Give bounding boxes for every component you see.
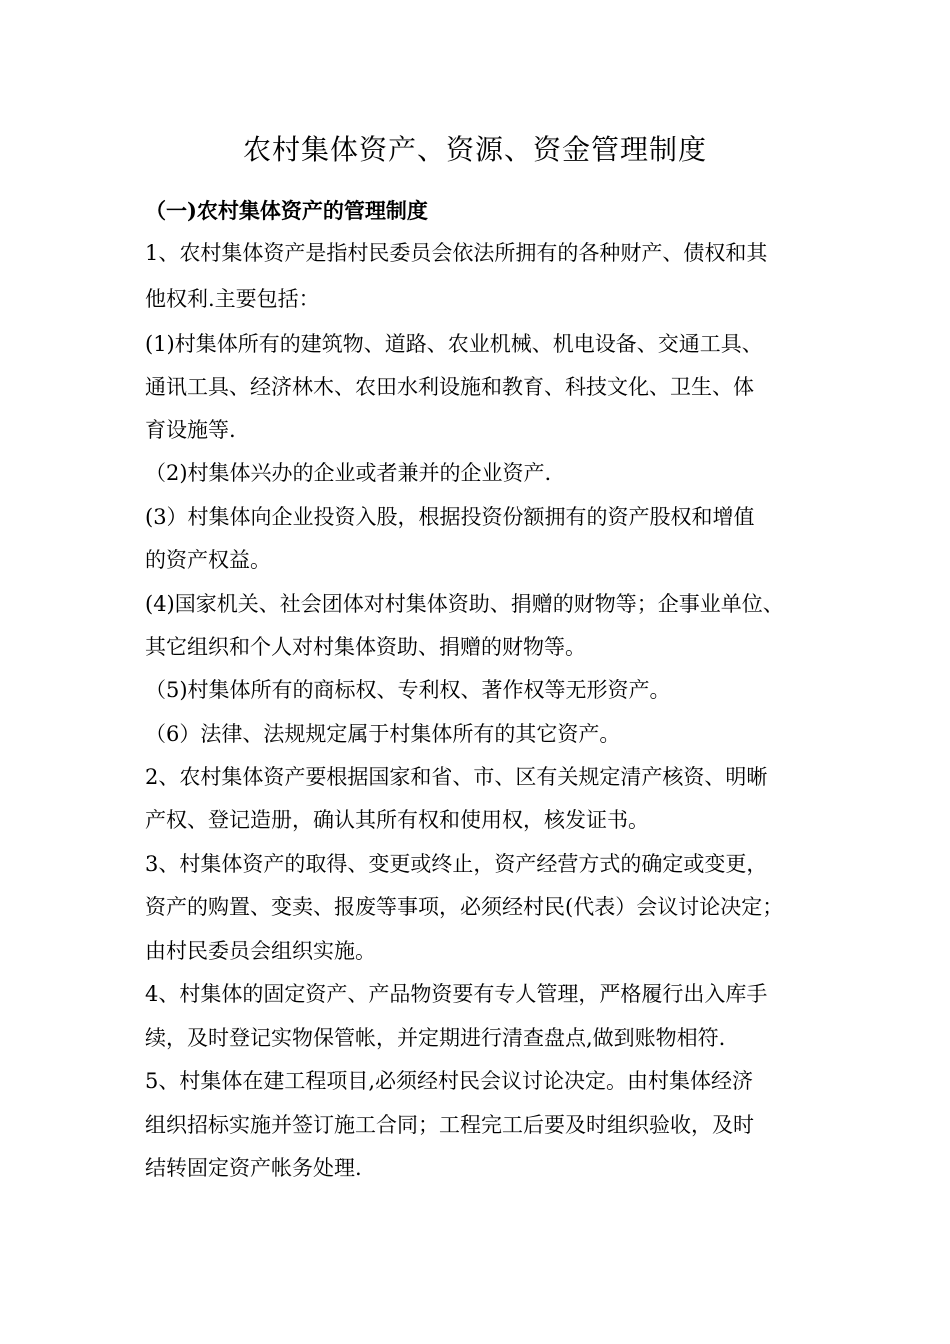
body-line: 5、村集体在建工程项目,必须经村民会议讨论决定。由村集体经济 (145, 1069, 754, 1093)
body-line: 续，及时登记实物保管帐，并定期进行清查盘点,做到账物相符. (145, 1026, 726, 1050)
document-title: 农村集体资产、资源、资金管理制度 (242, 133, 707, 166)
body-line: 通讯工具、经济林木、农田水利设施和教育、科技文化、卫生、体 (145, 375, 754, 399)
body-line: 1、农村集体资产是指村民委员会依法所拥有的各种财产、债权和其 (145, 241, 768, 265)
body-line: 资产的购置、变卖、报废等事项，必须经村民(代表）会议讨论决定； (145, 895, 784, 919)
body-line: (1)村集体所有的建筑物、道路、农业机械、机电设备、交通工具、 (145, 332, 763, 356)
body-line: 的资产权益。 (145, 548, 271, 572)
body-line: 4、村集体的固定资产、产品物资要有专人管理，严格履行出入库手 (145, 982, 768, 1006)
body-line: 产权、登记造册，确认其所有权和使用权，核发证书。 (145, 808, 649, 832)
body-line: 其它组织和个人对村集体资助、捐赠的财物等。 (145, 635, 586, 659)
body-line: （5)村集体所有的商标权、专利权、著作权等无形资产。 (145, 678, 671, 702)
body-line: 由村民委员会组织实施。 (145, 939, 376, 963)
body-line: 育设施等. (145, 418, 236, 442)
body-line: (4)国家机关、社会团体对村集体资助、捐赠的财物等；企事业单位、 (145, 592, 784, 616)
section-heading: （一)农村集体资产的管理制度 (145, 198, 428, 223)
body-line: 他权利.主要包括： (145, 287, 320, 311)
body-line: (3）村集体向企业投资入股，根据投资份额拥有的资产股权和增值 (145, 505, 755, 529)
body-line: 组织招标实施并签订施工合同；工程完工后要及时组织验收，及时 (145, 1113, 754, 1137)
body-line: （2)村集体兴办的企业或者兼并的企业资产. (145, 461, 552, 485)
body-line: 结转固定资产帐务处理. (145, 1156, 362, 1180)
body-line: 2、农村集体资产要根据国家和省、市、区有关规定清产核资、明晰 (145, 765, 768, 789)
body-line: 3、村集体资产的取得、变更或终止，资产经营方式的确定或变更， (145, 852, 768, 876)
body-line: （6）法律、法规规定属于村集体所有的其它资产。 (145, 722, 621, 746)
